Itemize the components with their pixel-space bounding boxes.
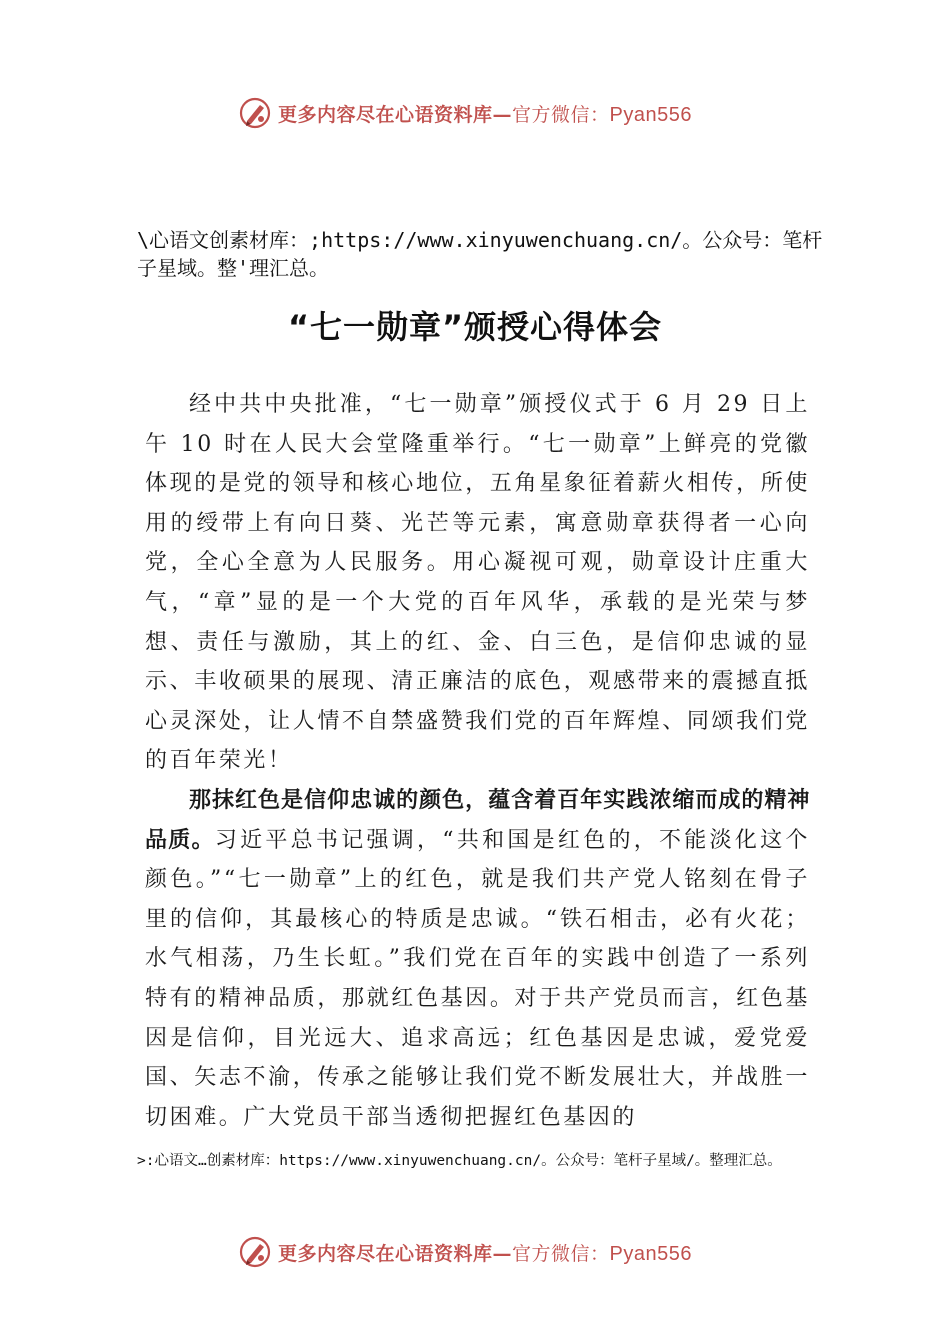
header-banner-text: 更多内容尽在心语资料库—官方微信：Pyan556 bbox=[278, 103, 692, 126]
source-note-bottom: >:心语文…创素材库：https://www.xinyuwenchuang.cn/。公众号：笔杆子星域/。整理汇总。 bbox=[137, 1153, 782, 1169]
paragraph-2-text: 习近平总书记强调，“共和国是红色的，不能淡化这个颜色。”“七一勋章”上的红色，就是我们共产党人铭刻在骨子里的信仰，其最核心的特质是忠诚。“铁石相击，必有火花；水气相荡，乃生长虹。”我们党在百年的实践中创造了一系列特有的精神品质，那就红色基因。对于共产党员而言，红色基因是信仰，目光远大、追求高远；红色基因是忠诚，爱党爱国、矢志不渝，传承之能够让我们党不断发展壮大，并战胜一切困难。广大党员干部当透彻把握红色基因的 bbox=[145, 827, 810, 1130]
source-note-top: \心语文创素材库：;https://www.xinyuwenchuang.cn/。公众号：笔杆子星域。整'理汇总。 bbox=[137, 228, 823, 280]
footer-banner-text: 更多内容尽在心语资料库—官方微信：Pyan556 bbox=[278, 1242, 692, 1265]
paragraph-2-lead: 那抹红色是信仰忠诚的颜色，蕴含着百年实践浓缩而成的精神品质。 bbox=[145, 787, 810, 853]
paragraph-1: 经中共中央批准，“七一勋章”颁授仪式于 6 月 29 日上午 10 时在人民大会堂隆重举行。“七一勋章”上鲜亮的党徽体现的是党的领导和核心地位，五角星象征着薪火相传，所使用的绶带上有向日葵、光芒等元素，寓意勋章获得者一心向党，全心全意为人民服务。用心凝视可观，勋章设计庄重大气，“章”显的是一个大党的百年风华，承载的是光荣与梦想、责任与激励，其上的红、金、白三色，是信仰忠诚的显示、丰收硕果的展现、清正廉洁的底色，观感带来的震撼直抵心灵深处，让人情不自禁盛赞我们党的百年辉煌、同颂我们党的百年荣光！ bbox=[145, 392, 810, 774]
pen-seal-icon bbox=[238, 1235, 272, 1269]
pen-seal-icon bbox=[238, 96, 272, 130]
header-banner bbox=[238, 93, 692, 133]
footer-banner bbox=[238, 1232, 692, 1272]
paragraph-2 bbox=[145, 781, 810, 1137]
article-body bbox=[145, 385, 810, 1137]
page-title: “七一勋章”颁授心得体会 bbox=[287, 308, 663, 346]
